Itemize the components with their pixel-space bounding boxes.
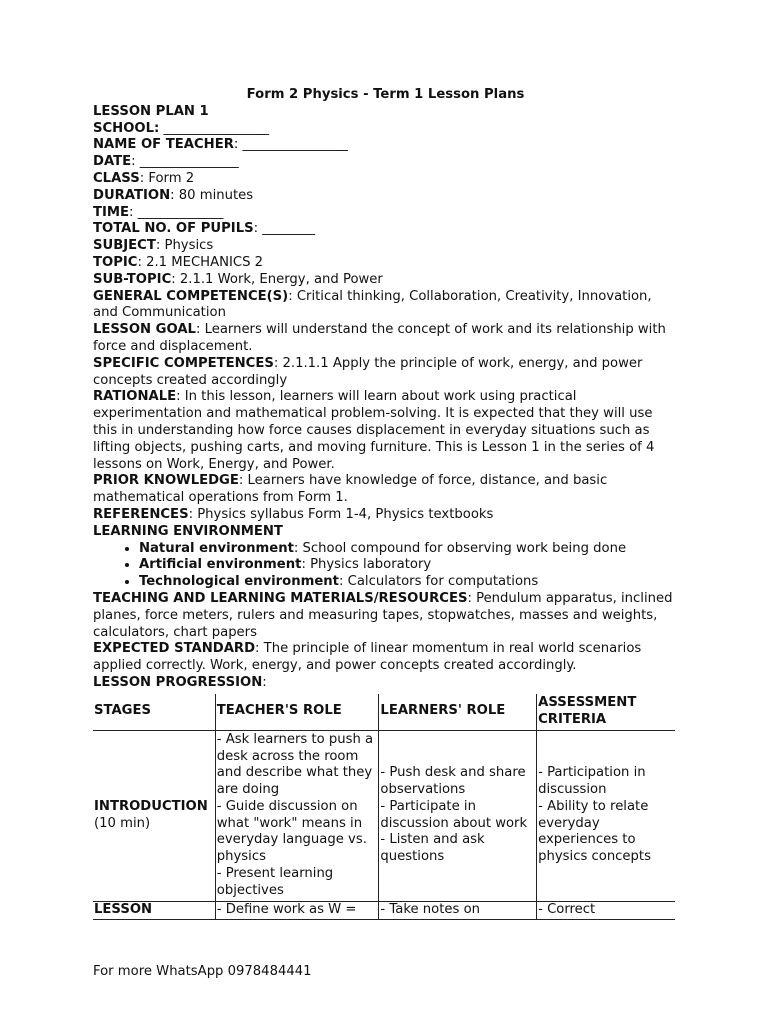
detail-field-5 (93, 205, 678, 222)
environment-item (139, 574, 678, 591)
field-value: : Physics syllabus Form 1-4, Physics textbooks (188, 506, 494, 522)
teacher-role-line: - Ask learners to push a desk across the room and describe what they are doing (216, 731, 374, 798)
field-value: : 2.1.1 Work, Energy, and Power (171, 271, 383, 287)
detail-field-7 (93, 238, 678, 255)
teacher-role-line: - Present learning objectives (216, 866, 334, 898)
field-value: : The principle of linear momentum in real world scenarios applied correctly. Work, energy, and power concepts created accordingly. (93, 641, 642, 674)
field-value: : (262, 674, 267, 690)
detail-field-1 (93, 137, 678, 154)
field-value: : ________________ (233, 137, 349, 153)
field-value: ________________ (159, 120, 270, 136)
table-row-lesson (93, 901, 675, 919)
column-header-assessment-criteria: ASSESSMENT CRITERIA (537, 694, 675, 731)
field-label: DURATION (93, 187, 171, 203)
detail-field-10 (93, 289, 678, 323)
field-label: TIME (93, 204, 130, 220)
detail-field-3 (93, 171, 678, 188)
environment-item-value: : Physics laboratory (301, 557, 432, 573)
field-label: SUB-TOPIC (93, 271, 172, 287)
learners-role-cell-lesson: - Take notes on (379, 901, 537, 919)
lesson-details-continued (93, 591, 678, 692)
learners-role-line: - Push desk and share observations (380, 765, 526, 798)
field-label: LESSON GOAL (93, 322, 196, 338)
detail-field-13 (93, 389, 678, 473)
lesson-details (93, 121, 678, 524)
assessment-cell-lesson: - Correct (537, 901, 675, 919)
field-label: TEACHING AND LEARNING MATERIALS/RESOURCES (93, 590, 468, 606)
field-value: : 2.1 MECHANICS 2 (137, 254, 264, 270)
detail-field-8 (93, 255, 678, 272)
environment-item-label: Artificial environment (139, 557, 302, 573)
field-label: CLASS (93, 170, 140, 186)
learners-role-cell-introduction (379, 730, 537, 901)
stage-cell-introduction: INTRODUCTION (10 min) (93, 730, 215, 901)
field-label: PRIOR KNOWLEDGE (93, 473, 239, 489)
field-label: TOPIC (93, 254, 138, 270)
detail-field-continued-1 (93, 641, 678, 675)
detail-field-11 (93, 322, 678, 356)
detail-field-6 (93, 221, 678, 238)
field-value: : _______________ (131, 154, 239, 170)
field-value: : 2.1.1.1 Apply the principle of work, energy, and power concepts created accordingly (93, 355, 643, 388)
field-value: : Form 2 (139, 170, 195, 186)
field-value: : _____________ (129, 204, 224, 220)
detail-field-4 (93, 188, 678, 205)
environment-item-value: : School compound for observing work being done (293, 540, 627, 556)
environment-item (139, 541, 678, 558)
field-value: : Learners have knowledge of force, distance, and basic mathematical operations from Form 1. (93, 473, 608, 506)
field-value: : 80 minutes (170, 187, 254, 203)
detail-field-continued-0 (93, 591, 678, 641)
detail-field-15 (93, 507, 678, 524)
field-value: : ________ (253, 221, 315, 237)
lesson-plan-content (93, 87, 678, 920)
table-header-row (93, 694, 675, 731)
column-header-teachers-role: TEACHER'S ROLE (215, 694, 379, 731)
environment-item-label: Technological environment (139, 574, 339, 590)
field-label: TOTAL NO. OF PUPILS (93, 221, 254, 237)
detail-field-continued-2 (93, 675, 678, 692)
environment-item (139, 557, 678, 574)
learners-role-line: - Listen and ask questions (380, 832, 485, 865)
field-label: LESSON PROGRESSION (93, 674, 263, 690)
field-label: NAME OF TEACHER (93, 137, 234, 153)
detail-field-14 (93, 473, 678, 507)
field-label: SCHOOL: (93, 120, 160, 136)
detail-field-0 (93, 121, 678, 138)
column-header-learners-role: LEARNERS' ROLE (379, 694, 537, 731)
stage-cell-lesson: LESSON (93, 901, 215, 919)
environment-item-label: Natural environment (139, 540, 294, 556)
field-label: SUBJECT (93, 238, 156, 254)
teacher-role-cell-introduction (215, 730, 379, 901)
field-label: RATIONALE (93, 389, 177, 405)
lesson-progression-table (93, 694, 675, 920)
assessment-line: - Participation in discussion (538, 765, 646, 798)
learning-environment-heading: LEARNING ENVIRONMENT (93, 523, 283, 539)
lesson-plan-number: LESSON PLAN 1 (93, 103, 209, 119)
learners-role-line: - Participate in discussion about work (380, 798, 528, 831)
assessment-line: - Ability to relate everyday experiences to physics concepts (538, 798, 651, 865)
teacher-role-cell-lesson: - Define work as W = (215, 901, 379, 919)
field-value: : Learners will understand the concept of work and its relationship with force and displacement. (93, 322, 666, 354)
detail-field-2 (93, 154, 678, 171)
environment-item-value: : Calculators for computations (339, 574, 539, 590)
field-label: REFERENCES (93, 506, 189, 522)
field-value: : Physics (155, 238, 214, 254)
column-header-stages: STAGES (93, 694, 215, 731)
teacher-role-line: - Guide discussion on what "work" means in everyday language vs. physics (216, 798, 367, 865)
field-label: GENERAL COMPETENCE(S) (93, 288, 289, 304)
detail-field-12 (93, 356, 678, 390)
field-value: : Critical thinking, Collaboration, Creativity, Innovation, and Communication (93, 288, 652, 321)
field-label: SPECIFIC COMPETENCES (93, 355, 274, 371)
table-row-introduction (93, 730, 675, 901)
learning-environment-list (93, 541, 678, 591)
field-label: EXPECTED STANDARD (93, 641, 256, 657)
footer-contact: For more WhatsApp 0978484441 (93, 964, 312, 979)
field-value: : Pendulum apparatus, inclined planes, force meters, rulers and measuring tapes, stopwatches, masses and weights, calculators, chart papers (93, 590, 673, 640)
field-label: DATE (93, 154, 132, 170)
assessment-cell-introduction (537, 730, 675, 901)
detail-field-9 (93, 272, 678, 289)
document-title: Form 2 Physics - Term 1 Lesson Plans (246, 87, 525, 102)
field-value: : In this lesson, learners will learn about work using practical experimentation and mathematical problem-solving. It is expected that they will use this in understanding how force causes displacement in everyday situations such as lifting objects, pushing carts, and moving furniture. This is Lesson 1 in the series of 4 lessons on Work, Energy, and Power. (93, 389, 655, 472)
